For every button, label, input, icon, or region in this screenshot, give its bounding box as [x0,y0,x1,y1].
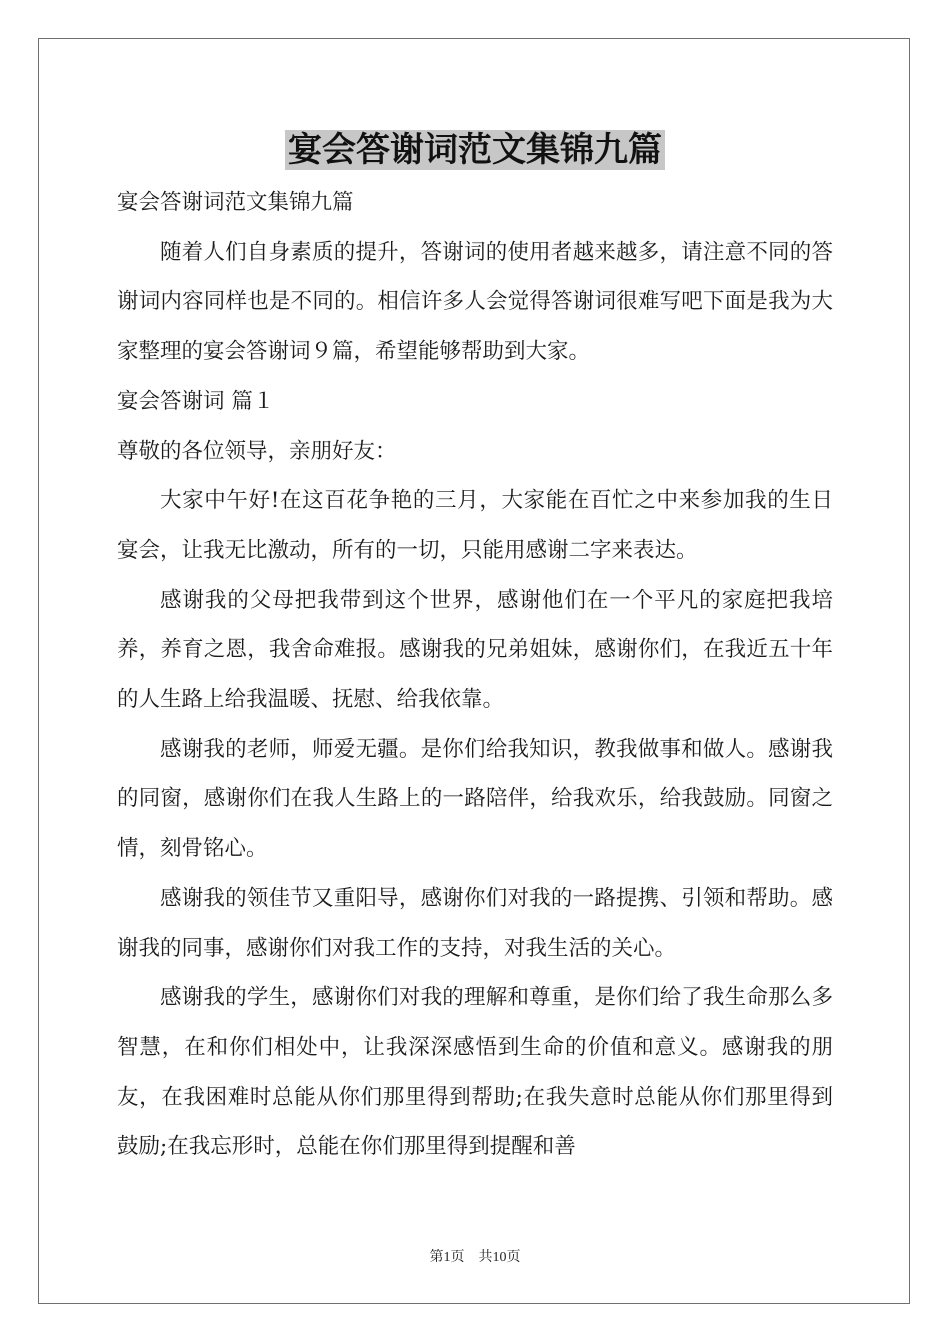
page-footer: 第1页 共10页 [429,1250,521,1265]
paragraph-1: 随着人们自身素质的提升，答谢词的使用者越来越多，请注意不同的答谢词内容同样也是不同的。相信许多人会觉得答谢词很难写吧下面是我为大家整理的宴会答谢词９篇，希望能够帮助到大家。 [117,239,833,365]
paragraph-8: 感谢我的学生，感谢你们对我的理解和尊重，是你们给了我生命那么多智慧，在和你们相处中，让我深深感悟到生命的价值和意义。感谢我的朋友，在我困难时总能从你们那里得到帮助;在我失意时总能从你们那里得到鼓励;在我忘形时，总能在你们那里得到提醒和善 [117,985,833,1160]
paragraph-0: 宴会答谢词范文集锦九篇 [117,190,354,215]
salutation: 尊敬的各位领导，亲朋好友： [117,438,397,464]
paragraph-6: 感谢我的老师，师爱无疆。是你们给我知识，教我做事和做人。感谢我的同窗，感谢你们在我人生路上的一路陪伴，给我欢乐，给我鼓励。同窗之情，刻骨铭心。 [117,736,833,862]
paragraph-5: 感谢我的父母把我带到这个世界，感谢他们在一个平凡的家庭把我培养，养育之恩，我舍命难报。感谢我的兄弟姐妹，感谢你们，在我近五十年的人生路上给我温暖、抚慰、给我依靠。 [117,587,833,713]
paragraph-4: 大家中午好!在这百花争艳的三月，大家能在百忙之中来参加我的生日宴会，让我无比激动，所有的一切，只能用感谢二字来表达。 [117,488,833,563]
document-title-text: 宴会答谢词范文集锦九篇 [285,130,665,170]
section-heading: 宴会答谢词 篇１ [117,388,275,414]
paragraph-7: 感谢我的领佳节又重阳导，感谢你们对我的一路提携、引领和帮助。感谢我的同事，感谢你们对我工作的支持，对我生活的关心。 [117,885,833,961]
document-body [117,178,833,1172]
document-title [0,122,950,178]
